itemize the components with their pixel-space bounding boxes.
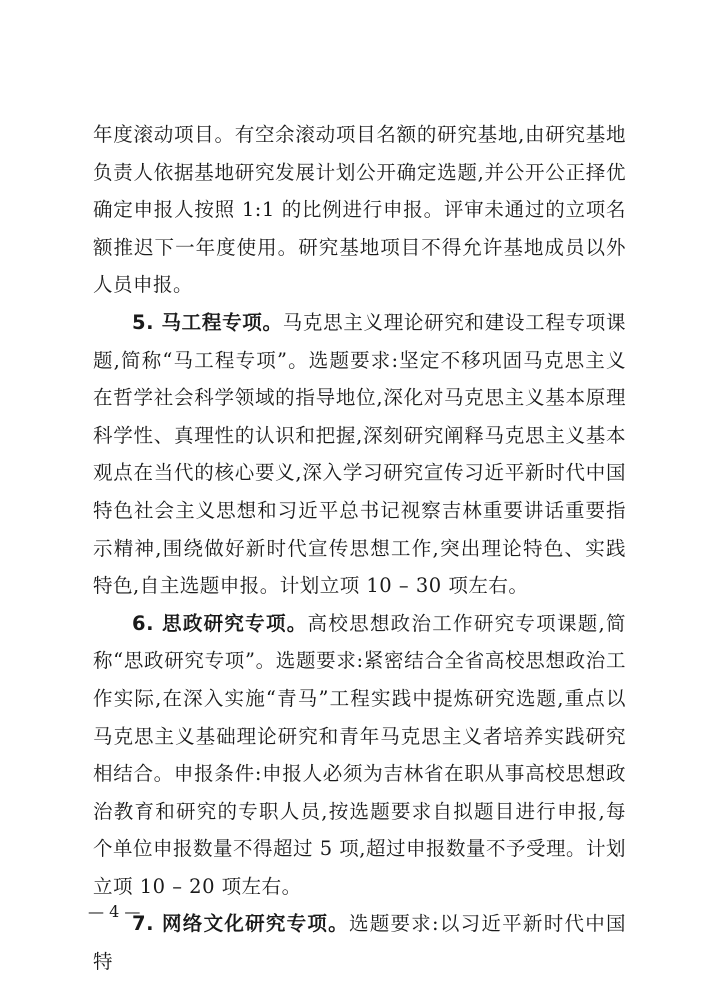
document-body bbox=[93, 116, 626, 981]
paragraph-section-5 bbox=[93, 304, 626, 605]
paragraph-text: 马克思主义理论研究和建设工程专项课题,简称“马工程专项”。选题要求:坚定不移巩固马克思主义在哲学社会科学领域的指导地位,深化对马克思主义基本原理科学性、真理性的认识和把握,深刻研究阐释马克思主义基本观点在当代的核心要义,深入学习研究宣传习近平新时代中国特色社会主义思想和习近平总书记视察吉林重要讲话重要指示精神,围绕做好新时代宣传思想工作,突出理论特色、实践特色,自主选题申报。计划立项 10 – 30 项左右。 bbox=[93, 310, 626, 598]
paragraph-section-6 bbox=[93, 605, 626, 906]
page-number: — 4 — bbox=[88, 902, 141, 921]
section-heading: 7. 网络文化研究专项。 bbox=[132, 912, 349, 936]
paragraph-continuation bbox=[93, 116, 626, 304]
paragraph-section-7 bbox=[93, 905, 626, 980]
paragraph-text: 选题要求:以习近平新时代中国特 bbox=[93, 912, 627, 974]
paragraph-text: 高校思想政治工作研究专项课题,简称“思政研究专项”。选题要求:紧密结合全省高校思想政治工作实际,在深入实施“青马”工程实践中提炼研究选题,重点以马克思主义基础理论研究和青年马克思主义者培养实践研究相结合。申报条件:申报人必须为吉林省在职从事高校思想政治教育和研究的专职人员,按选题要求自拟题目进行申报,每个单位申报数量不得超过 5 项,超过申报数量不予受理。计划立项 10 – 20 项左右。 bbox=[93, 611, 627, 898]
section-heading: 6. 思政研究专项。 bbox=[132, 611, 308, 635]
section-heading: 5. 马工程专项。 bbox=[132, 310, 283, 334]
paragraph-text: 年度滚动项目。有空余滚动项目名额的研究基地,由研究基地负责人依据基地研究发展计划公开确定选题,并公开公正择优确定申报人按照 1:1 的比例进行申报。评审未通过的立项名额推迟下一年度使用。研究基地项目不得允许基地成员以外人员申报。 bbox=[93, 123, 626, 297]
